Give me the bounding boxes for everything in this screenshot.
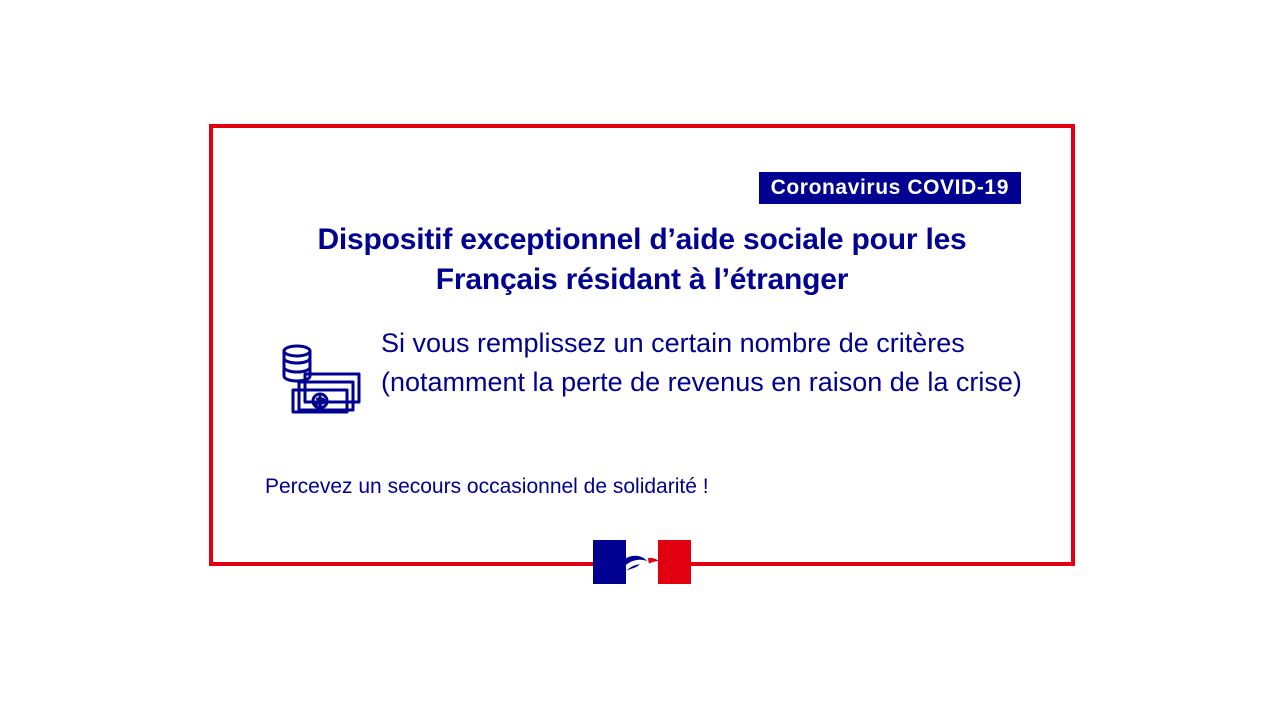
covid-tag: Coronavirus COVID-19 (759, 172, 1021, 204)
covid-tag-row (759, 172, 1021, 204)
info-card (209, 124, 1075, 566)
icon-cell (263, 318, 381, 423)
footnote-text: Percevez un secours occasionnel de solidarité ! (265, 475, 709, 498)
page-title: Dispositif exceptionnel d’aide sociale pour les Français résidant à l’étranger (317, 223, 967, 296)
logo-white-band (626, 540, 658, 584)
body-row (263, 318, 1033, 423)
marianne-french-republic-logo (593, 540, 691, 584)
money-banknotes-coins-icon (279, 340, 365, 423)
body-text: Si vous remplissez un certain nombre de critères (notamment la perte de revenus en raison de la crise) (381, 328, 1022, 398)
